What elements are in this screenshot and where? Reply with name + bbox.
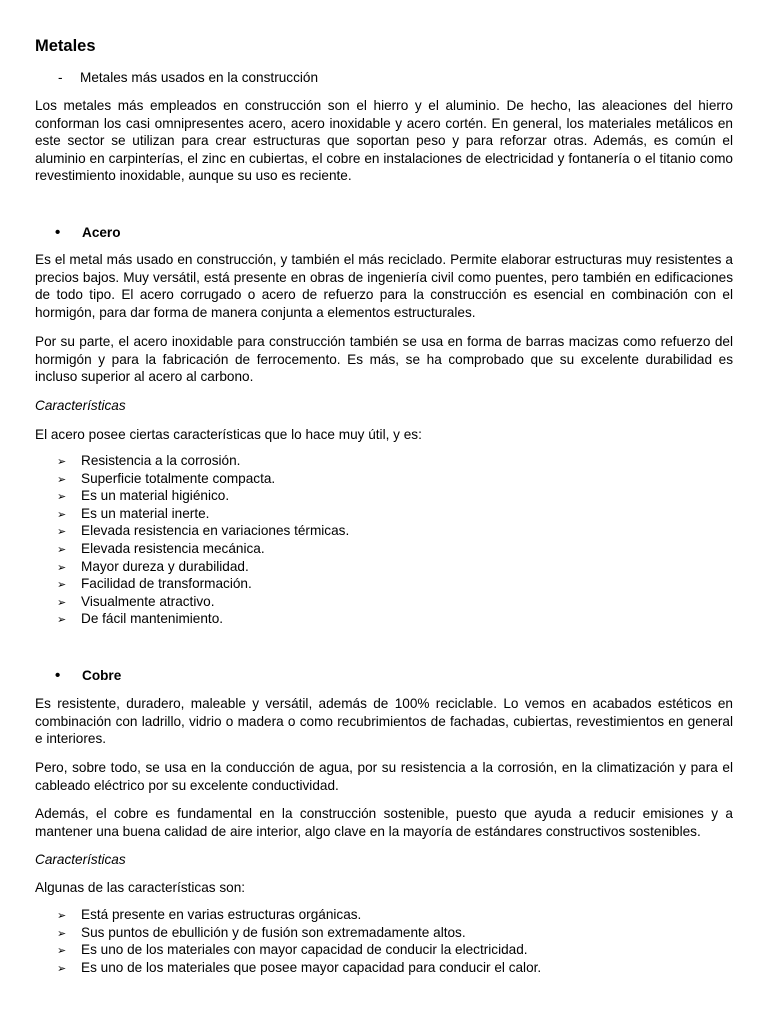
acero-characteristics-heading: Características (35, 398, 126, 413)
acero-list-intro: El acero posee ciertas características que lo hace muy útil, y es: (35, 427, 422, 442)
acero-paragraph-2: Por su parte, el acero inoxidable para construcción también se usa en forma de barras macizas como refuerzo del hormigón y para la fabricación de ferrocemento. Es más, se ha comprobado que su excelente durabilidad es incluso superior al acero al carbono. (35, 334, 733, 385)
arrow-bullet-icon: ➢ (57, 927, 67, 940)
section-heading-text: Acero (82, 225, 121, 240)
arrow-bullet-icon: ➢ (57, 596, 67, 609)
arrow-bullet-icon: ➢ (57, 526, 67, 539)
intro-paragraph: Los metales más empleados en construcción son el hierro y el aluminio. De hecho, las aleaciones del hierro conforman los casi omnipresentes acero, acero inoxidable y acero cortén. En general, los materiales metálicos en este sector se utilizan para crear estructuras que soportan peso y para reforzar otras. Además, es común el aluminio en carpinterías, el zinc en cubiertas, el cobre en instalaciones de electricidad y fontanería o el titanio como revestimiento inoxidable, aunque su uso es reciente. (35, 98, 733, 184)
list-item: ➢ Está presente en varias estructuras orgánicas. (57, 906, 541, 924)
list-item: ➢ Es un material higiénico. (57, 487, 349, 505)
list-item: ➢ Elevada resistencia en variaciones térmicas. (57, 522, 349, 540)
dash-marker: - (58, 70, 63, 85)
cobre-paragraph-3: Además, el cobre es fundamental en la construcción sostenible, puesto que ayuda a reducir emisiones y a mantener una buena calidad de aire interior, algo clave en la mayoría de estándares constructivos sostenibles. (35, 806, 733, 839)
arrow-bullet-icon: ➢ (57, 579, 67, 592)
intro-subheading-text: Metales más usados en la construcción (80, 70, 319, 85)
bullet-icon: • (55, 667, 61, 684)
list-item: ➢ Facilidad de transformación. (57, 575, 349, 593)
section-heading-acero (55, 224, 121, 242)
cobre-paragraph-1: Es resistente, duradero, maleable y versátil, además de 100% reciclable. Lo vemos en acabados estéticos en combinación con ladrillo, vidrio o madera o como recubrimientos de fachadas, cubiertas, revestimientos en general e interiores. (35, 696, 733, 747)
list-item: ➢ Es un material inerte. (57, 505, 349, 523)
cobre-characteristics-list (57, 906, 541, 976)
acero-paragraph-1: Es el metal más usado en construcción, y también el más reciclado. Permite elaborar estructuras muy resistentes a precios bajos. Muy versátil, está presente en obras de ingeniería civil como puentes, pero también en edificaciones de todo tipo. El acero corrugado o acero de refuerzo para la construcción es esencial en combinación con el hormigón, para dar forma de manera conjunta a elementos estructurales. (35, 252, 733, 320)
arrow-bullet-icon: ➢ (57, 456, 67, 468)
cobre-characteristics-heading: Características (35, 852, 126, 867)
arrow-bullet-icon: ➢ (57, 962, 67, 975)
list-item: ➢ De fácil mantenimiento. (57, 610, 349, 628)
arrow-bullet-icon: ➢ (57, 945, 67, 958)
bullet-icon: • (55, 224, 61, 241)
page-title: Metales (35, 37, 96, 55)
arrow-bullet-icon: ➢ (57, 910, 67, 922)
intro-subheading (58, 69, 318, 87)
arrow-bullet-icon: ➢ (57, 543, 67, 556)
list-item: ➢ Mayor dureza y durabilidad. (57, 558, 349, 576)
acero-characteristics-list (57, 452, 349, 628)
arrow-bullet-icon: ➢ (57, 561, 67, 574)
list-item: ➢ Superficie totalmente compacta. (57, 470, 349, 488)
arrow-bullet-icon: ➢ (57, 491, 67, 504)
list-item: ➢ Sus puntos de ebullición y de fusión son extremadamente altos. (57, 924, 541, 942)
arrow-bullet-icon: ➢ (57, 614, 67, 627)
cobre-list-intro: Algunas de las características son: (35, 880, 246, 895)
arrow-bullet-icon: ➢ (57, 473, 67, 486)
arrow-bullet-icon: ➢ (57, 508, 67, 521)
list-item: ➢ Elevada resistencia mecánica. (57, 540, 349, 558)
cobre-paragraph-2: Pero, sobre todo, se usa en la conducción de agua, por su resistencia a la corrosión, en la climatización y para el cableado eléctrico por su excelente conductividad. (35, 760, 733, 793)
section-heading-text: Cobre (82, 668, 122, 683)
section-heading-cobre (55, 667, 121, 685)
list-item: ➢ Visualmente atractivo. (57, 593, 349, 611)
list-item: ➢ Es uno de los materiales que posee mayor capacidad para conducir el calor. (57, 959, 541, 977)
list-item: ➢ Es uno de los materiales con mayor capacidad de conducir la electricidad. (57, 941, 541, 959)
list-item: ➢ Resistencia a la corrosión. (57, 452, 349, 470)
